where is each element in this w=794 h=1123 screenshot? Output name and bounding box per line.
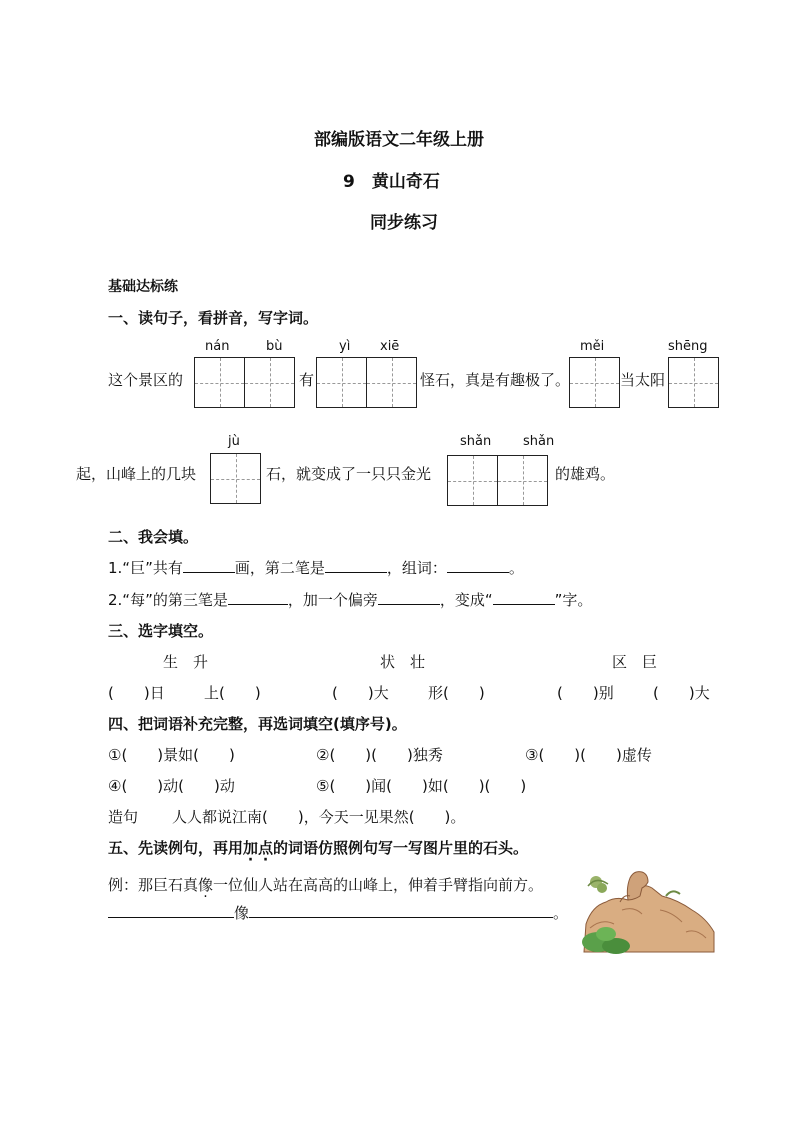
blank-new-char[interactable] (493, 590, 555, 605)
q4-item-2[interactable]: ②( )( )独秀 (316, 746, 443, 764)
q2-line-1 (108, 557, 524, 578)
q5-example (108, 874, 543, 895)
char-box-mei[interactable] (569, 357, 620, 408)
q5-title-b: 的词语仿照例句写一写图片里的石头。 (273, 839, 529, 857)
pinyin-yi: yì (339, 339, 351, 354)
q5-example-a: 例：那巨石真 (108, 876, 199, 894)
q1-row2-text-3: 的雄鸡。 (555, 465, 616, 483)
pinyin-bu: bù (266, 339, 283, 354)
q4-title: 四、把词语补充完整，再选词填空(填序号)。 (108, 715, 407, 733)
q5-example-b: 一位仙人站在高高的山峰上，伸着手臂指向前方。 (213, 876, 544, 894)
pinyin-sheng: shēng (668, 339, 708, 354)
q4-item-5[interactable]: ⑤( )闻( )如( )( ) (316, 777, 527, 795)
q4-item-3[interactable]: ③( )( )虚传 (525, 746, 652, 764)
q4-item-4[interactable]: ④( )动( )动 (108, 777, 235, 795)
pinyin-shan-1: shǎn (460, 434, 492, 449)
blank-second-stroke[interactable] (325, 558, 387, 573)
q5-title-dot-2: 点 (258, 839, 274, 857)
blank-third-stroke[interactable] (228, 590, 288, 605)
q3-item-6[interactable]: ( )大 (653, 684, 710, 702)
blank-stroke-count[interactable] (183, 558, 235, 573)
q2-l1-c: ，组词： (386, 559, 447, 577)
pinyin-xie: xiē (380, 339, 400, 354)
char-box-ju[interactable] (210, 453, 261, 504)
rock-illustration (582, 866, 716, 954)
q1-row1-text-4: 当太阳 (620, 371, 666, 389)
char-box-shan-2[interactable] (497, 455, 548, 506)
q1-row1-text-3: 怪石，真是有趣极了。 (420, 371, 571, 389)
q5-title-a: 五、先读例句，再用 (108, 839, 244, 857)
lesson-title: 9 黄山奇石 (343, 172, 440, 192)
pinyin-ju: jù (228, 434, 240, 449)
q2-l2-c: ，变成“ (439, 591, 493, 609)
blank-subject[interactable] (108, 903, 234, 918)
q1-title: 一、读句子，看拼音，写字词。 (108, 309, 319, 327)
exercise-title: 同步练习 (370, 213, 438, 233)
q3-item-5[interactable]: ( )别 (557, 684, 614, 702)
char-box-shan-1[interactable] (447, 455, 498, 506)
q2-l2-a: 2.“每”的第三笔是 (108, 591, 228, 609)
q3-item-3[interactable]: ( )大 (332, 684, 389, 702)
blank-description[interactable] (249, 903, 553, 918)
char-box-bu[interactable] (244, 357, 295, 408)
blank-radical[interactable] (378, 590, 440, 605)
q3-group-3: 区 巨 (612, 653, 658, 671)
q3-title: 三、选字填空。 (108, 622, 214, 640)
q3-item-2[interactable]: 上( ) (204, 684, 261, 702)
q2-l2-d: ”字。 (554, 591, 593, 609)
pinyin-nan: nán (205, 339, 230, 354)
q5-write-line (108, 902, 568, 923)
q2-l1-b: 画，第二笔是 (234, 559, 325, 577)
q5-title-dot-1: 加 (243, 839, 259, 857)
q2-line-2 (108, 589, 592, 610)
q5-write-mid: 像 (234, 904, 250, 922)
pinyin-mei: měi (580, 339, 605, 354)
q1-row1-text-1: 这个景区的 (108, 371, 184, 389)
q5-write-end: 。 (553, 904, 569, 922)
char-box-yi[interactable] (316, 357, 367, 408)
char-box-nan[interactable] (194, 357, 245, 408)
q3-item-4[interactable]: 形( ) (428, 684, 485, 702)
pinyin-shan-2: shǎn (523, 434, 555, 449)
q5-example-dot: 像 (198, 876, 214, 894)
blank-word[interactable] (447, 558, 509, 573)
q1-row1-text-2: 有 (299, 371, 315, 389)
q2-l1-a: 1.“巨”共有 (108, 559, 183, 577)
q2-l2-b: ，加一个偏旁 (287, 591, 378, 609)
section-label: 基础达标练 (108, 279, 178, 295)
q2-title: 二、我会填。 (108, 528, 199, 546)
char-box-xie[interactable] (366, 357, 417, 408)
q3-group-1: 生 升 (163, 653, 209, 671)
q3-item-1[interactable]: ( )日 (108, 684, 165, 702)
q1-row2-text-1: 起，山峰上的几块 (76, 465, 197, 483)
char-box-sheng[interactable] (668, 357, 719, 408)
q4-sentence-label: 造句 (108, 808, 139, 826)
q2-l1-d: 。 (508, 559, 524, 577)
page-title: 部编版语文二年级上册 (314, 130, 484, 150)
q4-sentence[interactable]: 人人都说江南( )，今天一见果然( )。 (172, 808, 466, 826)
q5-title (108, 837, 528, 858)
q4-item-1[interactable]: ①( )景如( ) (108, 746, 235, 764)
q1-row2-text-2: 石，就变成了一只只金光 (266, 465, 432, 483)
q3-group-2: 状 壮 (380, 653, 426, 671)
